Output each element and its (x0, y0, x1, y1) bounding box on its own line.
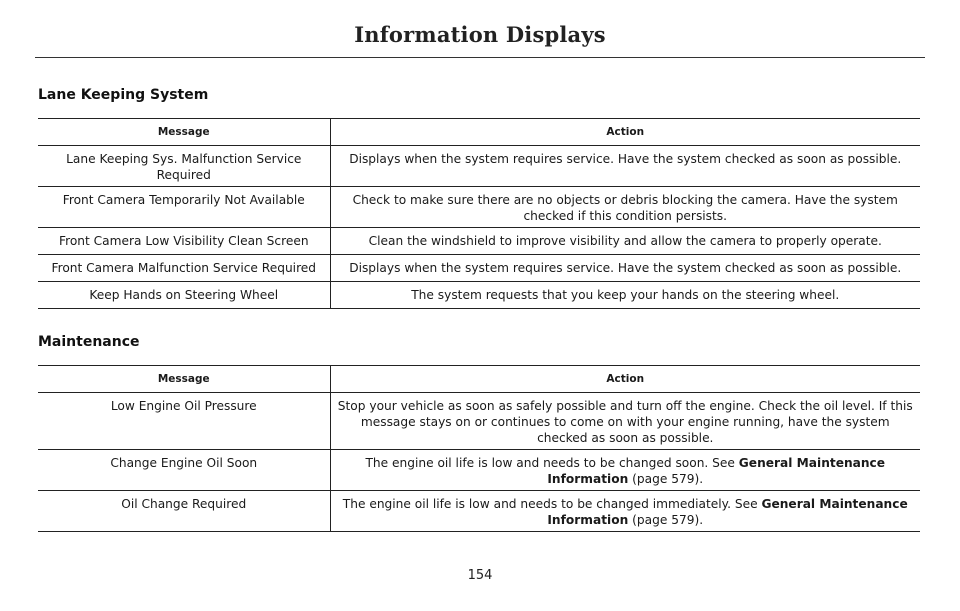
table-row (38, 146, 920, 187)
maintenance-message-table (38, 365, 920, 532)
message-cell: Front Camera Malfunction Service Required (38, 255, 330, 282)
column-header-action: Action (330, 366, 920, 393)
message-cell: Front Camera Low Visibility Clean Screen (38, 228, 330, 255)
header-divider (35, 57, 925, 58)
table-row (38, 491, 920, 532)
message-cell: Low Engine Oil Pressure (38, 393, 330, 450)
action-cell: Displays when the system requires service. Have the system checked as soon as possible. (330, 146, 920, 187)
action-cell: Displays when the system requires service. Have the system checked as soon as possible. (330, 255, 920, 282)
cross-reference-link[interactable]: General Maintenance Information (547, 456, 886, 486)
message-cell: Oil Change Required (38, 491, 330, 532)
table-row (38, 393, 920, 450)
lane-keeping-message-table (38, 118, 920, 309)
page-reference: (page 579). (628, 472, 704, 486)
column-header-message: Message (38, 366, 330, 393)
column-header-message: Message (38, 119, 330, 146)
action-cell: The system requests that you keep your hands on the steering wheel. (330, 282, 920, 309)
message-cell: Front Camera Temporarily Not Available (38, 187, 330, 228)
table-row (38, 228, 920, 255)
lane-keeping-section-title: Lane Keeping System (38, 87, 209, 103)
table-row (38, 282, 920, 309)
message-cell: Change Engine Oil Soon (38, 450, 330, 491)
action-cell: Check to make sure there are no objects or debris blocking the camera. Have the system checked if this condition persists. (330, 187, 920, 228)
table-row (38, 187, 920, 228)
table-row (38, 255, 920, 282)
action-cell (330, 491, 920, 532)
page-number: 154 (467, 568, 493, 583)
maintenance-section-title: Maintenance (38, 334, 140, 350)
table-header-row (38, 119, 920, 146)
message-cell: Lane Keeping Sys. Malfunction Service Required (38, 146, 330, 187)
action-cell (330, 450, 920, 491)
table-row (38, 450, 920, 491)
column-header-action: Action (330, 119, 920, 146)
table-header-row (38, 366, 920, 393)
message-cell: Keep Hands on Steering Wheel (38, 282, 330, 309)
action-cell: Stop your vehicle as soon as safely possible and turn off the engine. Check the oil level. If this message stays on or continues to come on with your engine running, have the system checked as soon as possible. (330, 393, 920, 450)
page-header-title: Information Displays (354, 22, 606, 47)
action-text: The engine oil life is low and needs to be changed immediately. See (342, 497, 762, 511)
action-text: The engine oil life is low and needs to be changed soon. See (365, 456, 739, 470)
page-reference: (page 579). (628, 513, 704, 527)
cross-reference-link[interactable]: General Maintenance Information (547, 497, 908, 527)
action-cell: Clean the windshield to improve visibility and allow the camera to properly operate. (330, 228, 920, 255)
